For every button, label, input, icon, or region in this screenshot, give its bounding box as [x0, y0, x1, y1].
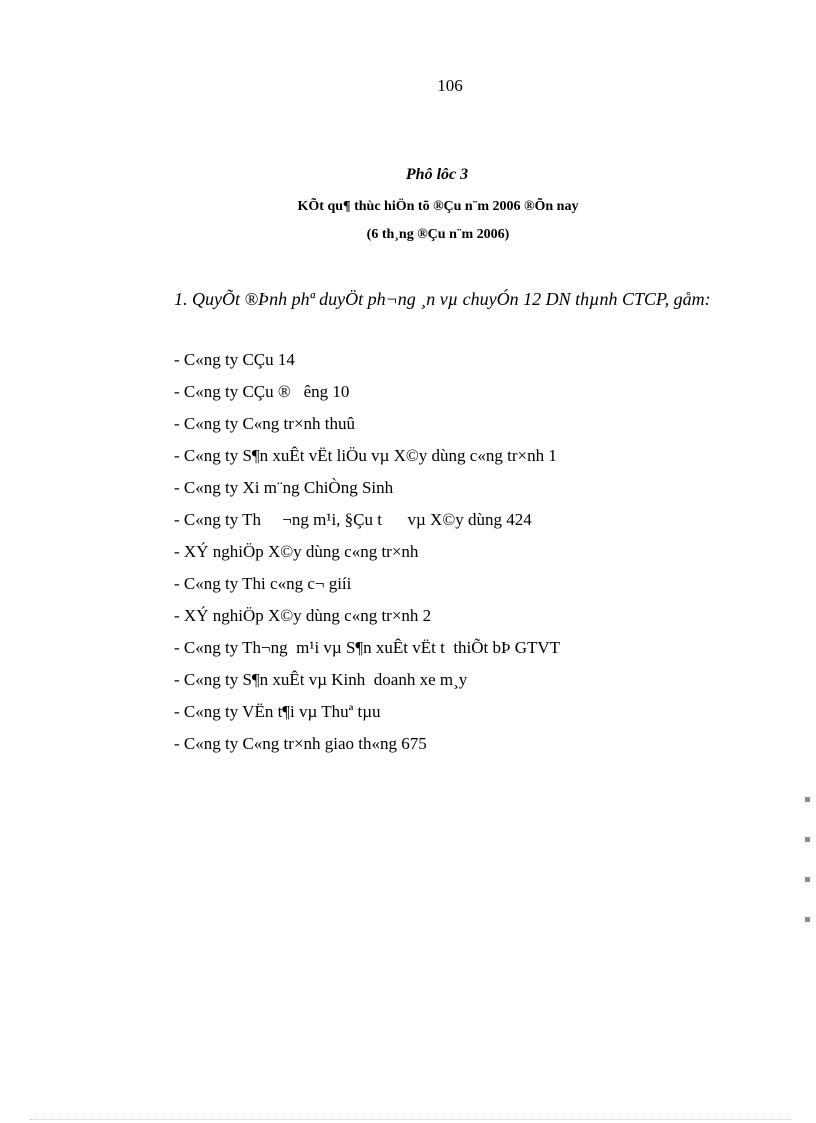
list-item: - C«ng ty CÇu 14 [174, 350, 295, 369]
scroll-marker [805, 877, 810, 882]
list-item: - XÝ nghiÖp X©y dùng c«ng tr×nh 2 [174, 606, 432, 625]
subtitle-line-2: (6 th¸ng ®Çu n¨m 2006) [366, 227, 510, 242]
page-bottom-rule [30, 1119, 792, 1120]
list-item: - C«ng ty Xi m¨ng ChiÒng Sinh [174, 478, 394, 497]
page-number: 106 [437, 76, 463, 95]
section-heading: 1. QuyÕt ®Þnh phª duyÖt ph¬ng ¸n vµ chuyÓn 12 DN thµnh CTCP, gåm: [174, 289, 711, 309]
list-item: - C«ng ty Th¬ng m¹i vµ S¶n xuÊt vËt t thiÕt bÞ GTVT [174, 638, 561, 657]
list-item: - C«ng ty C«ng tr×nh thuû [174, 414, 356, 433]
scroll-marker [805, 837, 810, 842]
list-item: - C«ng ty VËn t¶i vµ Thuª tµu [174, 702, 381, 721]
company-list [174, 349, 560, 765]
list-item: - C«ng ty Thi c«ng c¬ giíi [174, 574, 352, 593]
list-item: - C«ng ty CÇu ® êng 10 [174, 382, 350, 401]
list-item: - C«ng ty C«ng tr×nh giao th«ng 675 [174, 734, 427, 753]
appendix-title: Phô lôc 3 [405, 166, 469, 183]
scroll-marker [805, 917, 810, 922]
list-item: - C«ng ty Th ¬ng m¹i, §Çu t vµ X©y dùng 424 [174, 510, 532, 529]
scroll-marker [805, 797, 810, 802]
list-item: - C«ng ty S¶n xuÊt vËt liÖu vµ X©y dùng c«ng tr×nh 1 [174, 446, 557, 465]
list-item: - XÝ nghiÖp X©y dùng c«ng tr×nh [174, 542, 419, 561]
list-item: - C«ng ty S¶n xuÊt vµ Kinh doanh xe m¸y [174, 670, 468, 689]
subtitle-line-1: KÕt qu¶ thùc hiÖn tõ ®Çu n¨m 2006 ®Õn nay [297, 199, 579, 214]
